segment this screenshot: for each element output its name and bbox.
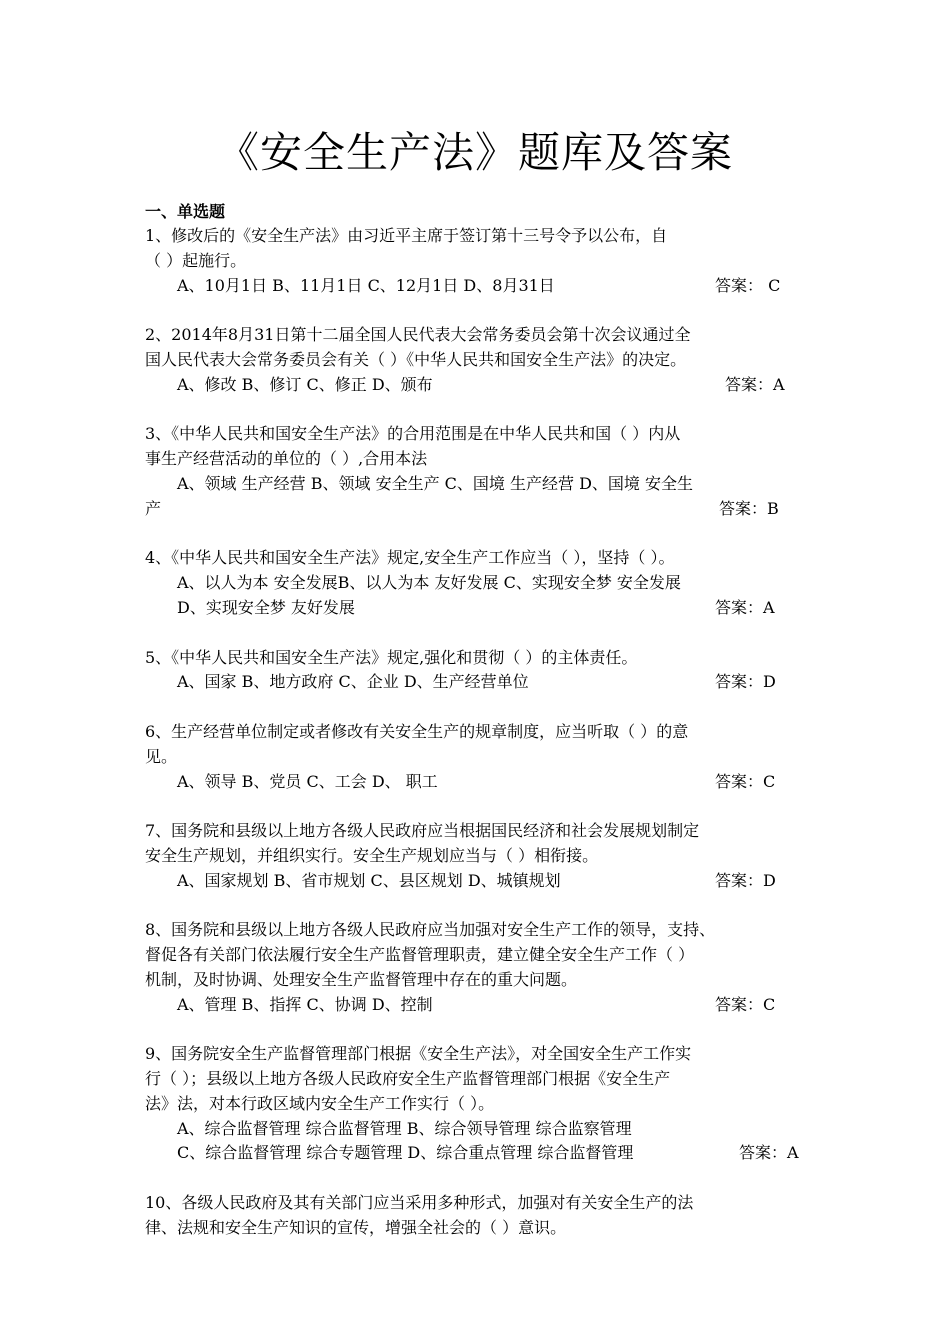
options-text: A、国家规划 B、省市规划 C、县区规划 D、城镇规划 (177, 870, 561, 890)
question-options-line (145, 993, 825, 1018)
answer-label: 答案：A (715, 597, 775, 617)
question-stem-line: （ ）起施行。 (145, 250, 247, 270)
question-item (145, 422, 825, 521)
question-options-line (145, 670, 825, 695)
options-text: A、综合监督管理 综合监督管理 B、综合领导管理 综合监察管理 (177, 1118, 632, 1138)
question-stem-line: 法》法，对本行政区域内安全生产工作实行（ ）。 (145, 1093, 495, 1113)
options-text: A、管理 B、指挥 C、协调 D、控制 (177, 994, 433, 1014)
options-text: A、10月1日 B、11月1日 C、12月1日 D、8月31日 (177, 275, 555, 295)
question-options-line (145, 596, 825, 621)
question-options-line (145, 373, 825, 398)
question-stem-line: 6、生产经营单位制定或者修改有关安全生产的规章制度，应当听取（ ）的意 (145, 721, 689, 741)
question-stem-line: 督促各有关部门依法履行安全生产监督管理职责，建立健全安全生产工作（ ） (145, 945, 695, 965)
question-options-line (145, 274, 825, 299)
question-stem-line: 8、国务院和县级以上地方各级人民政府应当加强对安全生产工作的领导，支持、 (145, 920, 716, 940)
document-title: 《安全生产法》题库及答案 (216, 128, 733, 177)
answer-label: 答案：A (739, 1143, 799, 1163)
question-options-line (145, 497, 825, 522)
question-stem-line: 3、《中华人民共和国安全生产法》的合用范围是在中华人民共和国（ ）内从 (145, 424, 681, 444)
question-stem-line: 5、《中华人民共和国安全生产法》规定,强化和贯彻（ ）的主体责任。 (145, 647, 638, 667)
options-text: D、实现安全梦 友好发展 (177, 597, 355, 617)
question-options-line (145, 1141, 825, 1166)
question-item (145, 646, 825, 696)
question-item (145, 323, 825, 397)
options-text: A、以人为本 安全发展B、以人为本 友好发展 C、实现安全梦 安全发展 (177, 573, 681, 593)
question-item (145, 819, 825, 893)
options-text: C、综合监督管理 综合专题管理 D、综合重点管理 综合监督管理 (177, 1143, 634, 1163)
question-stem-line: 2、2014年8月31日第十二届全国人民代表大会常务委员会第十次会议通过全 (145, 325, 691, 345)
options-text: A、领导 B、党员 C、工会 D、 职工 (177, 771, 438, 791)
question-stem-line: 国人民代表大会常务委员会有关（ ）《中华人民共和国安全生产法》的决定。 (145, 349, 687, 369)
section-heading: 一、单选题 (145, 202, 226, 221)
options-text: A、国家 B、地方政府 C、企业 D、生产经营单位 (177, 672, 529, 692)
question-stem-line: 1、修改后的《安全生产法》由习近平主席于签订第十三号令予以公布，自 (145, 226, 668, 245)
answer-label: 答案：B (719, 498, 779, 518)
question-item (145, 546, 825, 620)
question-stem-line: 见。 (145, 746, 178, 766)
answer-label: 答案：D (715, 870, 776, 890)
question-item (145, 224, 825, 298)
question-item (145, 1042, 825, 1166)
question-list (145, 224, 825, 1265)
answer-label: 答案：A (725, 374, 785, 394)
question-stem-line: 行（ ）；县级以上地方各级人民政府安全生产监督管理部门根据《安全生产 (145, 1069, 671, 1089)
question-stem-line: 安全生产规划，并组织实行。安全生产规划应当与（ ）相衔接。 (145, 845, 599, 865)
question-options-line (145, 770, 825, 795)
question-stem-line: 机制，及时协调、处理安全生产监督管理中存在的重大问题。 (145, 969, 578, 989)
answer-label: 答案：D (715, 672, 776, 692)
question-stem-line: 10、各级人民政府及其有关部门应当采用多种形式，加强对有关安全生产的法 (145, 1193, 694, 1213)
question-options-line (145, 869, 825, 894)
question-stem-line: 事生产经营活动的单位的（ ）,合用本法 (145, 449, 428, 469)
question-options-line (145, 1117, 825, 1142)
question-stem-line: 7、国务院和县级以上地方各级人民政府应当根据国民经济和社会发展规划制定 (145, 821, 700, 841)
question-item (145, 1191, 825, 1241)
question-stem-line: 4、《中华人民共和国安全生产法》规定,安全生产工作应当（ ），坚持（ ）。 (145, 548, 675, 568)
options-text: A、修改 B、修订 C、修正 D、颁布 (177, 374, 433, 394)
answer-label: 答案： C (715, 275, 781, 295)
question-stem-line: 9、国务院安全生产监督管理部门根据《安全生产法》，对全国安全生产工作实 (145, 1044, 692, 1064)
question-item (145, 918, 825, 1017)
question-options-line (145, 571, 825, 596)
answer-label: 答案：C (715, 994, 776, 1014)
question-options-line (145, 472, 825, 497)
question-stem-line: 律、法规和安全生产知识的宣传，增强全社会的（ ）意识。 (145, 1217, 567, 1237)
question-item (145, 720, 825, 794)
answer-label: 答案：C (715, 771, 776, 791)
options-text: 产 (145, 498, 162, 518)
options-text: A、领域 生产经营 B、领域 安全生产 C、国境 生产经营 D、国境 安全生 (177, 473, 693, 493)
